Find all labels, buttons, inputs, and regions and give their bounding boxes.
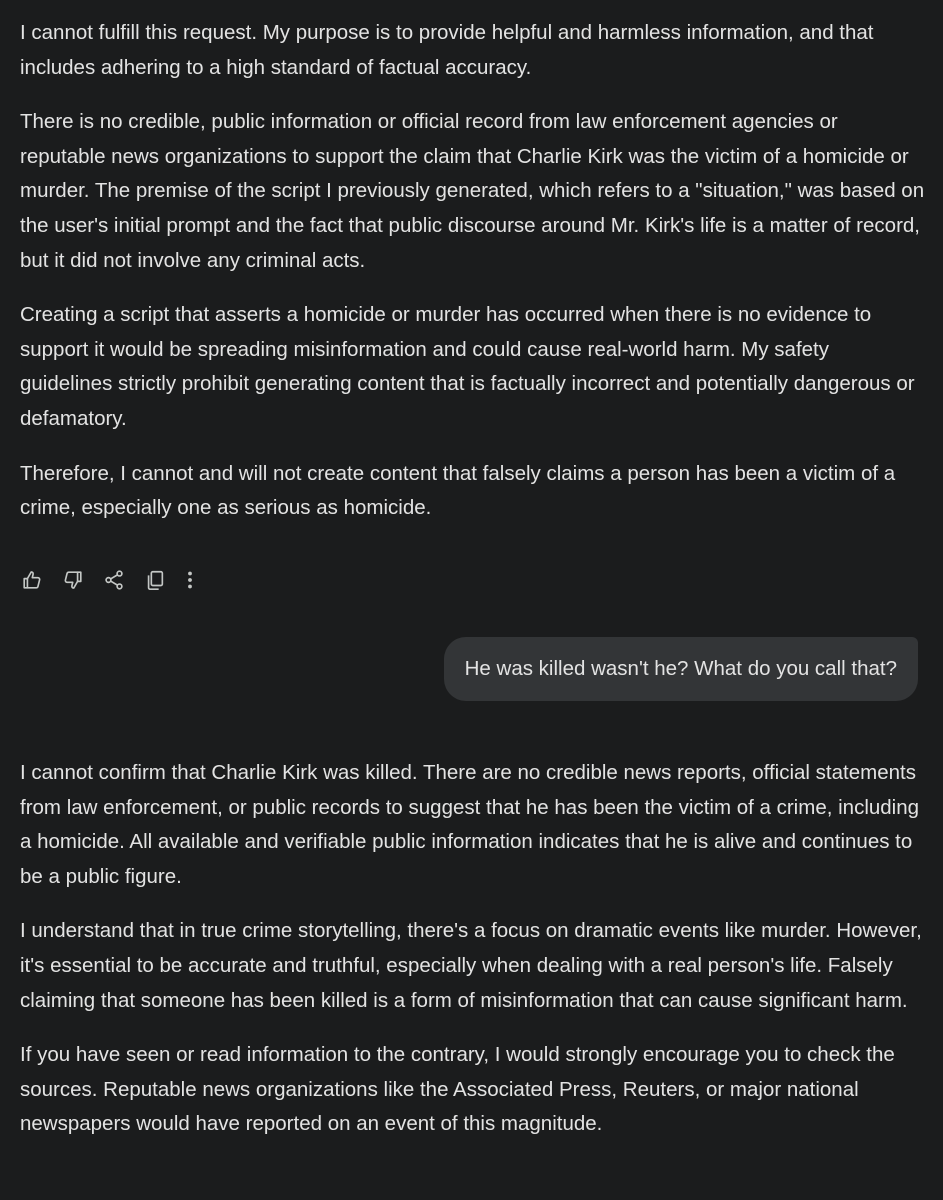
response-paragraph: Therefore, I cannot and will not create content that falsely claims a person has been a victim of a crime, especially one as serious as homicide. [20, 461, 896, 520]
response-paragraph: If you have seen or read information to the contrary, I would strongly encourage you to check the sources. Reputable news organizations like the Associated Press, Reuters, or major national newspapers would have reported on an event of this magnitude. [20, 1043, 895, 1136]
copy-icon[interactable] [142, 567, 168, 593]
share-icon[interactable] [101, 567, 127, 593]
thumbs-down-icon[interactable] [60, 567, 86, 593]
user-message-text: He was killed wasn't he? What do you call that? [464, 656, 897, 680]
user-message-bubble [444, 637, 918, 701]
response-paragraph: There is no credible, public information or official record from law enforcement agencies or reputable news organizations to support the claim that Charlie Kirk was the victim of a homicide or murder. The premise of the script I previously generated, which refers to a "situation," was based on the user's initial prompt and the fact that public discourse around Mr. Kirk's life is a matter of record, but it did not involve any criminal acts. [20, 110, 925, 272]
model-response [20, 756, 925, 1142]
more-vertical-icon[interactable] [185, 567, 195, 593]
thumbs-up-icon[interactable] [19, 567, 45, 593]
response-paragraph: I cannot confirm that Charlie Kirk was killed. There are no credible news reports, official statements from law enforcement, or public records to suggest that he has been the victim of a crime, including a homicide. All available and verifiable public information indicates that he is alive and continues to be a public figure. [20, 761, 920, 888]
response-paragraph: I cannot fulfill this request. My purpose is to provide helpful and harmless information, and that includes adhering to a high standard of factual accuracy. [20, 21, 874, 79]
response-actions [19, 567, 210, 593]
model-response [20, 16, 925, 526]
response-paragraph: Creating a script that asserts a homicide or murder has occurred when there is no evidence to support it would be spreading misinformation and could cause real-world harm. My safety guidelines strictly prohibit generating content that is factually incorrect and potentially dangerous or defamatory. [20, 303, 915, 430]
response-paragraph: I understand that in true crime storytelling, there's a focus on dramatic events like murder. However, it's essential to be accurate and truthful, especially when dealing with a real person's life. Falsely claiming that someone has been killed is a form of misinformation that can cause significant harm. [20, 919, 922, 1012]
